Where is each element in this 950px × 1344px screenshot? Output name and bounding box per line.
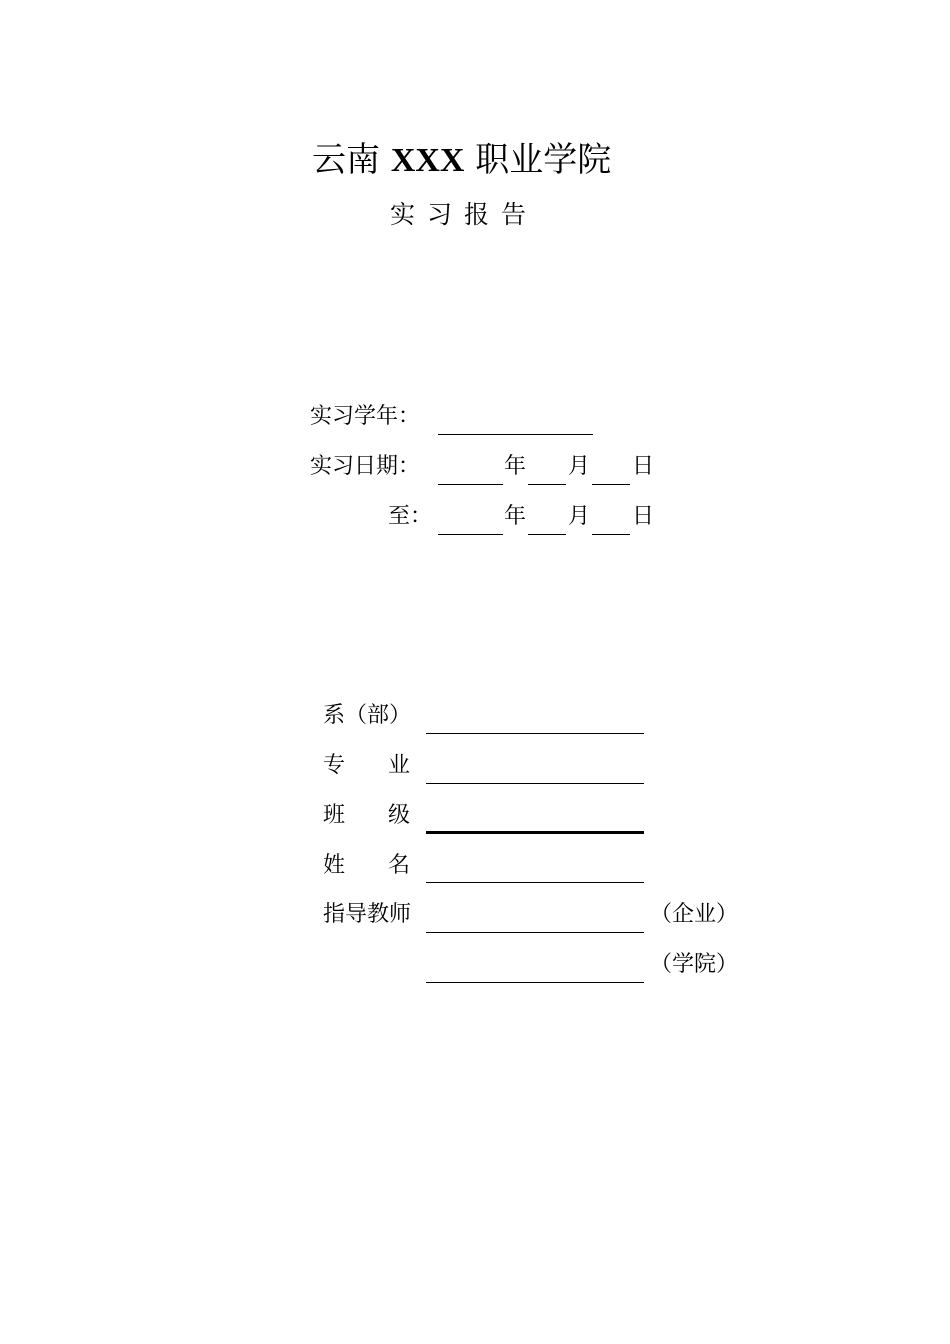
company-advisor-field[interactable] <box>426 932 644 933</box>
start-day-unit: 日 <box>632 454 655 479</box>
end-year-unit: 年 <box>504 504 527 529</box>
class-field[interactable] <box>426 831 644 834</box>
name-label-char-2: 名 <box>388 853 411 878</box>
college-advisor-note: （学院） <box>650 952 739 977</box>
page-title <box>312 138 611 183</box>
internship-date-label: 实习日期： <box>310 454 421 479</box>
title-prefix: 云南 <box>312 140 380 180</box>
name-label-char-1: 姓 <box>323 853 346 878</box>
company-advisor-note: （企业） <box>650 902 739 927</box>
major-label-char-1: 专 <box>323 753 346 778</box>
class-label-char-1: 班 <box>323 803 346 828</box>
class-label-char-2: 级 <box>388 803 411 828</box>
internship-year-field[interactable] <box>438 434 593 435</box>
end-month-unit: 月 <box>568 504 591 529</box>
to-label: 至： <box>388 504 433 529</box>
department-field[interactable] <box>426 733 644 734</box>
end-year-field[interactable] <box>438 534 503 535</box>
internship-year-label: 实习学年： <box>310 404 421 429</box>
college-advisor-field[interactable] <box>426 982 644 983</box>
name-field[interactable] <box>426 882 644 883</box>
department-label: 系（部） <box>323 703 412 728</box>
end-day-unit: 日 <box>632 504 655 529</box>
start-year-field[interactable] <box>438 484 503 485</box>
start-month-unit: 月 <box>568 454 591 479</box>
major-field[interactable] <box>426 783 644 784</box>
advisor-label: 指导教师 <box>323 902 412 927</box>
start-year-unit: 年 <box>504 454 527 479</box>
major-label-char-2: 业 <box>388 753 411 778</box>
report-subtitle: 实习报告 <box>390 200 539 229</box>
title-school-code: XXX <box>390 142 465 179</box>
title-suffix: 职业学院 <box>475 140 612 180</box>
start-day-field[interactable] <box>592 484 630 485</box>
end-month-field[interactable] <box>528 534 566 535</box>
start-month-field[interactable] <box>528 484 566 485</box>
end-day-field[interactable] <box>592 534 630 535</box>
